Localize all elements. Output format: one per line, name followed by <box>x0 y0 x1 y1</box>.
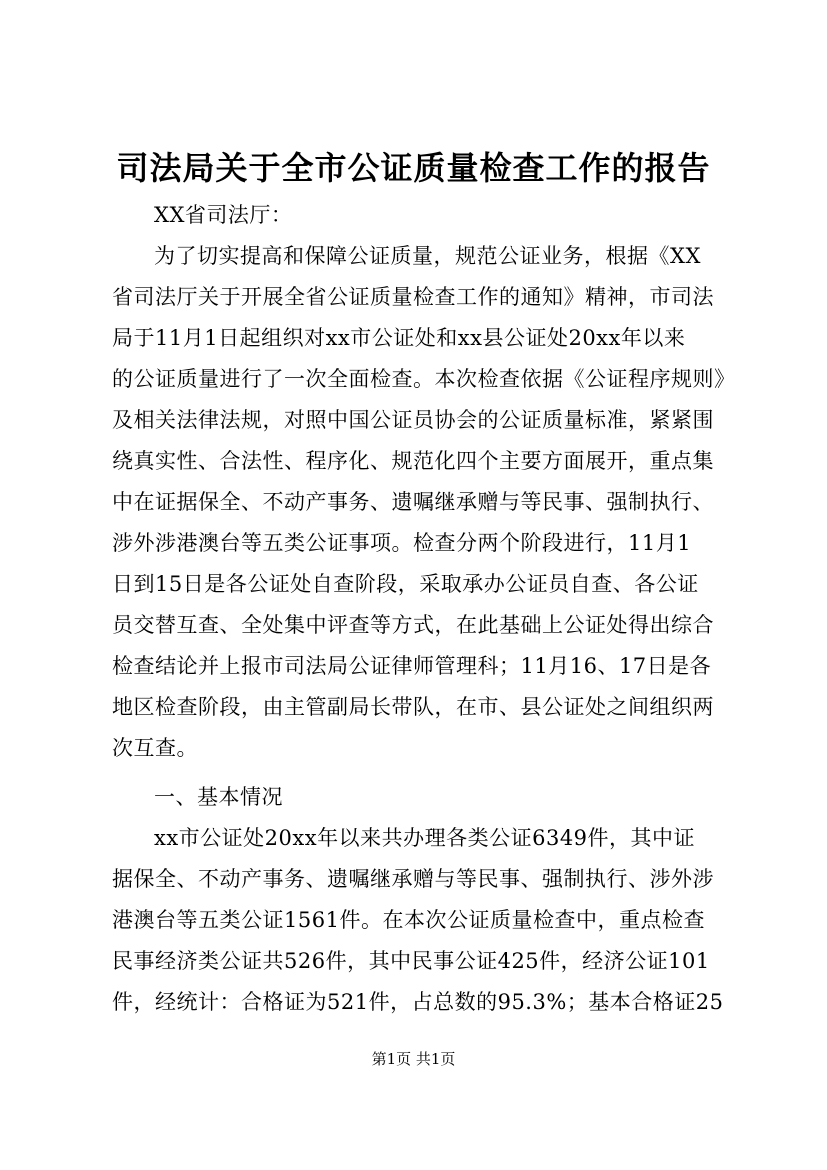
paragraph-line: 据保全、不动产事务、遗嘱继承赠与等民事、强制执行、涉外涉 <box>112 867 714 891</box>
paragraph-line: 涉外涉港澳台等五类公证事项。检查分两个阶段进行，11月1 <box>112 531 692 555</box>
paragraph-line: 民事经济类公证共526件，其中民事公证425件，经济公证101 <box>112 949 710 973</box>
paragraph-line: xx市公证处20xx年以来共办理各类公证6349件，其中证 <box>154 826 696 850</box>
paragraph-line: 及相关法律法规，对照中国公证员协会的公证质量标准，紧紧围 <box>112 408 714 432</box>
paragraph-line: 中在证据保全、不动产事务、遗嘱继承赠与等民事、强制执行、 <box>112 490 714 514</box>
paragraph-line: 的公证质量进行了一次全面检查。本次检查依据《公证程序规则》 <box>112 367 736 391</box>
paragraph-line: 次互查。 <box>112 736 198 760</box>
salutation: XX省司法厅： <box>154 203 293 227</box>
page-footer: 第1页 共1页 <box>371 1050 456 1068</box>
paragraph-line: 地区检查阶段，由主管副局长带队，在市、县公证处之间组织两 <box>112 695 714 719</box>
paragraph-line: 局于11月1日起组织对xx市公证处和xx县公证处20xx年以来 <box>112 326 686 350</box>
paragraph-line: 员交替互查、全处集中评查等方式，在此基础上公证处得出综合 <box>112 613 714 637</box>
paragraph-line: 日到15日是各公证处自查阶段，采取承办公证员自查、各公证 <box>112 572 699 596</box>
paragraph-line: 件，经统计：合格证为521件，占总数的95.3%；基本合格证25 <box>112 990 724 1014</box>
paragraph-line: 检查结论并上报市司法局公证律师管理科；11月16、17日是各 <box>112 654 712 678</box>
document-title: 司法局关于全市公证质量检查工作的报告 <box>116 149 711 187</box>
paragraph-line: 港澳台等五类公证1561件。在本次公证质量检查中，重点检查 <box>112 908 705 932</box>
paragraph-line: 省司法厅关于开展全省公证质量检查工作的通知》精神，市司法 <box>112 285 714 309</box>
paragraph-line: 绕真实性、合法性、程序化、规范化四个主要方面展开，重点集 <box>112 449 714 473</box>
section-heading: 一、基本情况 <box>154 785 283 809</box>
paragraph-line: 为了切实提高和保障公证质量，规范公证业务，根据《XX <box>154 244 701 268</box>
